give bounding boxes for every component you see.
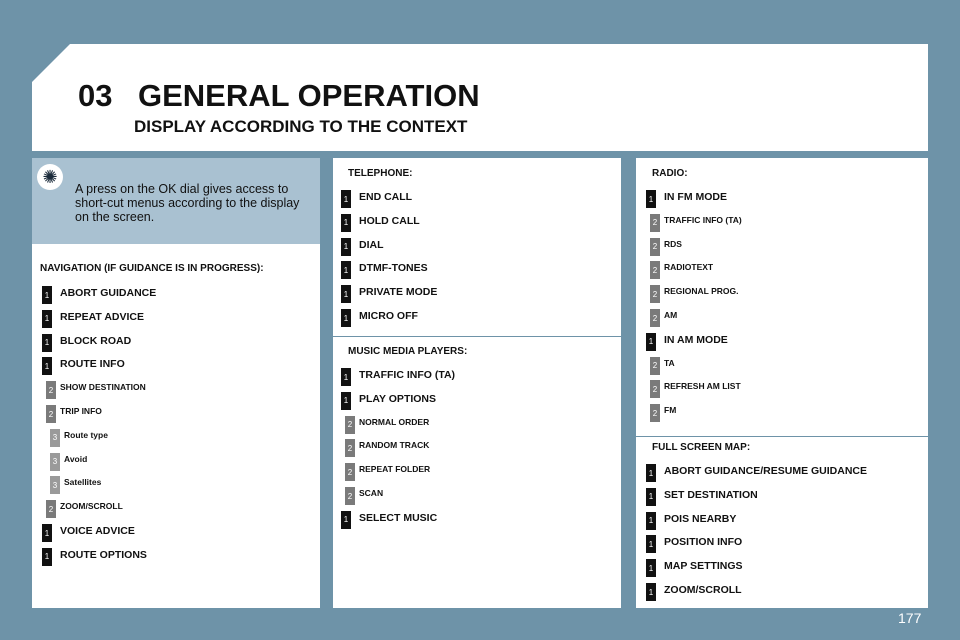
level-badge: 2 [345,416,355,434]
navigation-menu-item: ROUTE OPTIONS [60,548,147,561]
level-badge: 1 [42,357,52,375]
level-badge: 3 [50,453,60,471]
telephone-menu-item: DTMF-TONES [359,262,428,275]
fullmap-menu-item: POIS NEARBY [664,512,737,525]
level-badge: 1 [341,511,351,529]
fullmap-menu-item: POSITION INFO [664,536,743,549]
level-badge: 1 [341,190,351,208]
telephone-menu-item: HOLD CALL [359,214,420,227]
level-badge: 1 [341,238,351,256]
level-badge: 1 [42,310,52,328]
level-badge: 1 [42,286,52,304]
level-badge: 2 [650,261,660,279]
fullmap-section-title: FULL SCREEN MAP: [652,442,751,453]
radio-menu-item: FM [664,405,677,416]
telephone-section-title: TELEPHONE: [348,168,413,179]
radio-section-title: RADIO: [652,168,688,179]
music-menu-item: SELECT MUSIC [359,511,438,524]
navigation-menu-item: Satellites [64,477,102,488]
level-badge: 1 [341,368,351,386]
radio-menu-item: AM [664,310,678,320]
level-badge: 1 [646,512,656,530]
navigation-menu-item: ZOOM/SCROLL [60,501,123,512]
navigation-section-title: NAVIGATION (IF GUIDANCE IS IN PROGRESS): [40,263,264,274]
level-badge: 2 [650,404,660,422]
navigation-menu-item: VOICE ADVICE [60,525,135,537]
level-badge: 1 [341,261,351,279]
level-badge: 2 [650,309,660,327]
level-badge: 1 [42,524,52,542]
tip-text: A press on the OK dial gives access to short-cut menus according to the display on the screen. [75,182,300,224]
fullmap-menu-item: MAP SETTINGS [664,560,743,573]
navigation-menu-item: Avoid [64,453,88,464]
fullmap-menu-item: ZOOM/SCROLL [664,584,742,596]
level-badge: 1 [42,334,52,352]
light-bulb-icon: ✺ [37,164,63,190]
middle-divider [333,336,621,337]
navigation-menu-item: REPEAT ADVICE [60,310,145,323]
level-badge: 2 [650,214,660,232]
navigation-menu-item: Route type [64,429,108,440]
level-badge: 2 [650,380,660,398]
level-badge: 1 [646,333,656,351]
level-badge: 2 [650,357,660,375]
fullmap-menu-item: SET DESTINATION [664,488,758,501]
level-badge: 1 [341,392,351,410]
fullmap-menu-item: ABORT GUIDANCE/RESUME GUIDANCE [664,465,868,477]
radio-menu-item: IN AM MODE [664,333,728,346]
level-badge: 1 [341,214,351,232]
music-section-title: MUSIC MEDIA PLAYERS: [348,346,468,357]
navigation-menu-item: ROUTE INFO [60,358,125,371]
navigation-menu-item: BLOCK ROAD [60,334,132,347]
level-badge: 1 [646,190,656,208]
level-badge: 2 [46,500,56,518]
radio-menu-item: IN FM MODE [664,191,727,203]
level-badge: 1 [646,583,656,601]
level-badge: 1 [646,488,656,506]
level-badge: 1 [646,535,656,553]
level-badge: 2 [46,405,56,423]
music-menu-item: RANDOM TRACK [359,440,430,451]
level-badge: 2 [345,439,355,457]
navigation-menu-item: SHOW DESTINATION [60,382,146,393]
radio-menu-item: REGIONAL PROG. [664,286,739,297]
telephone-menu-item: MICRO OFF [359,310,418,322]
chapter-number: 03 [78,78,113,113]
radio-menu-item: TA [664,357,675,368]
navigation-menu-item: ABORT GUIDANCE [60,287,157,299]
level-badge: 3 [50,476,60,494]
level-badge: 2 [46,381,56,399]
level-badge: 2 [650,238,660,256]
level-badge: 2 [345,487,355,505]
level-badge: 2 [345,463,355,481]
radio-menu-item: REFRESH AM LIST [664,381,741,392]
radio-menu-item: RDS [664,238,682,249]
page-subtitle: DISPLAY ACCORDING TO THE CONTEXT [134,117,468,136]
telephone-menu-item: END CALL [359,191,413,203]
music-menu-item: NORMAL ORDER [359,416,430,427]
level-badge: 1 [646,464,656,482]
level-badge: 3 [50,429,60,447]
radio-menu-item: RADIOTEXT [664,262,714,273]
music-menu-item: TRAFFIC INFO (TA) [359,369,456,381]
level-badge: 1 [646,559,656,577]
navigation-menu-item: TRIP INFO [60,406,102,416]
radio-menu-item: TRAFFIC INFO (TA) [664,214,742,225]
level-badge: 1 [341,309,351,327]
music-menu-item: SCAN [359,488,384,498]
page-title: GENERAL OPERATION [138,78,480,113]
telephone-menu-item: DIAL [359,238,384,251]
music-menu-item: PLAY OPTIONS [359,392,437,405]
level-badge: 1 [42,548,52,566]
page-number: 177 [898,610,922,626]
level-badge: 2 [650,285,660,303]
music-menu-item: REPEAT FOLDER [359,464,431,475]
telephone-menu-item: PRIVATE MODE [359,286,438,299]
right-divider [636,436,928,437]
level-badge: 1 [341,285,351,303]
